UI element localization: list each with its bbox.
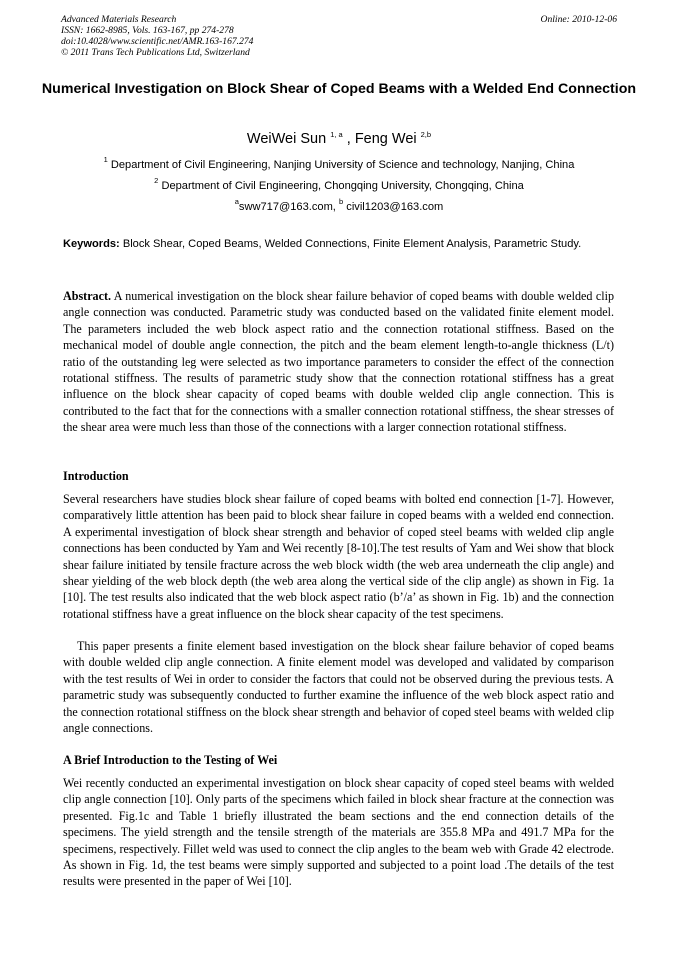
keywords-text: Block Shear, Coped Beams, Welded Connections, Finite Element Analysis, Parametric Study. <box>122 238 582 250</box>
author-separator: , <box>342 131 355 147</box>
journal-issn: ISSN: 1662-8985, Vols. 163-167, pp 274-278 <box>61 25 234 36</box>
introduction-paragraph-2: This paper presents a finite element based investigation on the block shear failure behavior of coped beams with double welded clip angle connection. A finite element model was developed and validated by comparison with the test results of Wei in order to consider the factors that could not be observed during the previous tests. A parametric study was subsequently conducted to further examine the influence of the web block aspect ratio and the connection rotational stiffness on the block shear strength and behavior of coped steel beams with welded clip angle connections. <box>63 639 614 736</box>
affiliation-2 <box>0 176 678 193</box>
affiliation-1 <box>0 155 678 172</box>
author-name: WeiWei Sun <box>246 131 327 147</box>
keywords <box>63 237 614 252</box>
author-affiliation-mark: 1, a <box>330 130 343 139</box>
paper-title: Numerical Investigation on Block Shear of Coped Beams with a Welded End Connection <box>41 81 637 97</box>
journal-copyright: © 2011 Trans Tech Publications Ltd, Switzerland <box>61 47 250 58</box>
journal-header <box>61 14 617 58</box>
affiliation-mark: 1 <box>103 155 108 164</box>
testing-paragraph-1: Wei recently conducted an experimental investigation on block shear capacity of coped steel beams with welded clip angle connection [10]. Only parts of the specimens which failed in block shear fracture at the connection was presented. Fig.1c and Table 1 briefly illustrated the beam sections and the end connection details of the specimens. The yield strength and the tensile strength of the materials are 355.8 MPa and 491.7 MPa for the specimens, respectively. Fillet weld was used to connect the clip angles to the beam web with Grade 42 electrode. As shown in Fig. 1d, the test beams were simply supported and subjected to a point load .The details of the test results were presented in the paper of Wei [10]. <box>63 776 614 889</box>
abstract-text: A numerical investigation on the block shear failure behavior of coped beams with double welded clip angle connection was conducted. Parametric study was conducted based on the validated finite element model. The parameters included the web block aspect ratio and the connection rotational stiffness. Based on the mechanical model of double angle connection, the pitch and the beam element length-to-angle thickness (L/t) ratio of the outstanding leg were selected as two importance parameters to consider the effect of the connection rotational stiffness. The results of parametric study show that the connection rotational stiffness has a great influence on the block shear capacity of coped beams with double welded clip angle connection. This is contributed to the fact that for the connections with a smaller connection rotational stiffness, the shear stresses of the shear area were much less than those of the connections with a larger connection rotational stiffness. <box>63 289 615 435</box>
author-name: Feng Wei <box>354 131 417 147</box>
email-mark: a <box>234 197 239 206</box>
author-affiliation-mark: 2,b <box>420 130 432 139</box>
author-emails <box>0 197 678 214</box>
affiliation-text: Department of Civil Engineering, Chongqing University, Chongqing, China <box>161 180 524 192</box>
email-address: civil1203@163.com <box>346 201 444 213</box>
section-heading-testing: A Brief Introduction to the Testing of Wei <box>63 753 278 767</box>
email-address: sww717@163.com, <box>238 201 336 213</box>
affiliation-mark: 2 <box>154 176 159 185</box>
email-mark: b <box>339 197 344 206</box>
introduction-paragraph-1: Several researchers have studies block shear failure of coped beams with bolted end connection [1-7]. However, comparatively little attention has been paid to block shear failure in coped beams with a welded end connection. A experimental investigation of block shear strength and behavior of coped steel beams with welded clip angle connections has been conducted by Yam and Wei recently [8-10].The test results of Yam and Wei show that block shear failure initiated by tensile fracture across the web block width (the web area underneath the clip angle) and shear yielding of the web block depth (the web area along the vertical side of the clip angle) as shown in Fig. 1a [10]. The test results also indicated that the web block aspect ratio (b’/a’ as shown in Fig. 1b) and the connection rotational stiffness have a great influence on the block shear capacity of the test specimens. <box>63 492 614 621</box>
journal-doi: doi:10.4028/www.scientific.net/AMR.163-167.274 <box>61 36 254 47</box>
keywords-label: Keywords: <box>63 238 120 250</box>
journal-name: Advanced Materials Research <box>61 14 177 25</box>
affiliation-text: Department of Civil Engineering, Nanjing University of Science and technology, Nanjing, China <box>110 159 575 171</box>
author-line <box>0 130 678 148</box>
abstract <box>63 288 614 436</box>
online-date: Online: 2010-12-06 <box>540 14 617 25</box>
section-heading-introduction: Introduction <box>63 469 129 483</box>
abstract-label: Abstract. <box>63 289 112 303</box>
